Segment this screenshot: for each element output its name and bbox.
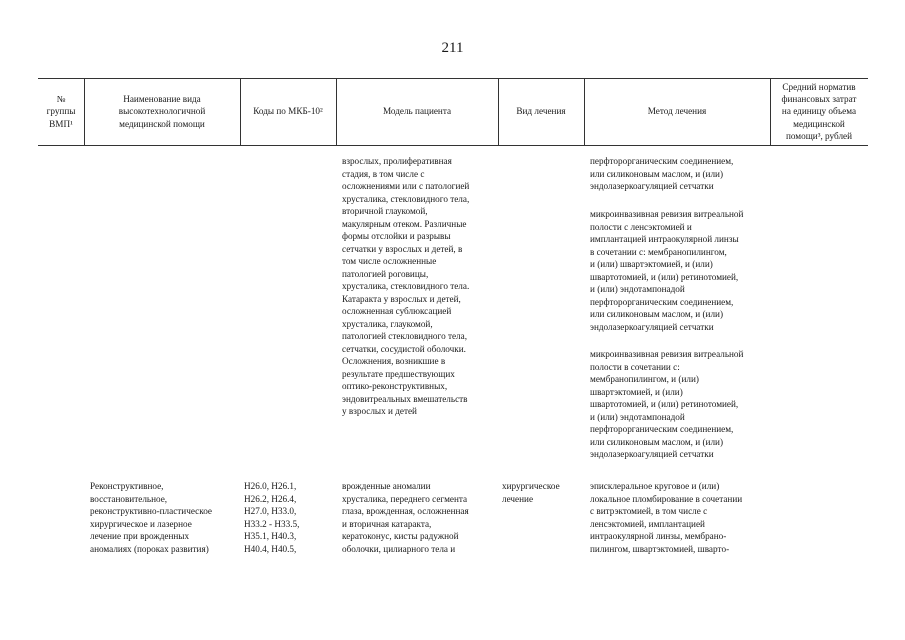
row2-patient-model: врожденные аномалии хрусталика, переднего сегмента глаза, врожденная, осложненная и вторичная катаракта, кератоконус, кисты радужной оболочки, цилиарного тела и bbox=[342, 481, 469, 554]
row2-treatment-method: эписклеральное круговое и (или) локальное пломбирование в сочетании с витрэктомией, в том числе с ленсэктомией, имплантацией интраокулярной линзы, мембрано- пилингом, швартэктомией, швартo- bbox=[590, 481, 743, 554]
row1-patient-model: взрослых, пролиферативная стадия, в том числе с осложнениями или с патологией хрусталика, стекловидного тела, вторичной глаукомой, макулярным отеком. Различные формы отслойки и разрывы сетчатки у взрослых и детей, в том числе осложненные патологией роговицы, хрусталика, стекловидного тела. Катаракта у взрослых и детей, осложненная сублюксацией хрусталика, глаукомой, патологией стекловидного тела, сетчатки, сосудистой оболочки. Осложнения, возникшие в результате предшествующих оптико-реконструктивных, эндовитреальных вмешательств у взрослых и детей bbox=[342, 156, 470, 417]
header-patient-model: Модель пациента bbox=[382, 106, 452, 117]
header-treatment-method: Метод лечения bbox=[647, 106, 707, 117]
header-care-type: Наименование вида высокотехнологичной медицинской помощи bbox=[118, 94, 206, 129]
header-cost-norm: Средний норматив финансовых затрат на единицу объема медицинской помощи³, рублей bbox=[781, 82, 857, 141]
header-group-number: № группы ВМП¹ bbox=[46, 94, 76, 129]
row2-care-type: Реконструктивное, восстановительное, реконструктивно-пластическое хирургическое и лазерное лечение при врожденных аномалиях (пороках развития) bbox=[90, 481, 213, 554]
page-number: 211 bbox=[441, 40, 464, 56]
row2-icd-codes: H26.0, H26.1, H26.2, H26.4, H27.0, H33.0, H33.2 - H33.5, H35.1, H40.3, H40.4, H40.5, bbox=[244, 481, 300, 554]
row2-treatment-type: хирургическое лечение bbox=[502, 481, 560, 504]
header-bottom-border bbox=[38, 145, 868, 146]
header-icd-codes: Коды по МКБ-10² bbox=[253, 106, 323, 117]
row1-method-c: микроинвазивная ревизия витреальной полости в сочетании с: мембранопилингом, и (или) швартэктомией, и (или) швартотомией, и (или) ретинотомией, и (или) эндотампонадой перфторорганическим соединением, или силиконовым маслом, и (или) эндолазеркоагуляцией сетчатки bbox=[590, 349, 744, 460]
row1-method-a: перфторорганическим соединением, или силиконовым маслом, и (или) эндолазеркоагуляцией сетчатки bbox=[590, 156, 734, 192]
row1-method-b: микроинвазивная ревизия витреальной полости с ленсэктомией и имплантацией интраокулярной линзы в сочетании с: мембранопилингом, и (или) швартэктомией, и (или) швартотомией, и (или) ретинотомией, и (или) эндотампонадой перфторорганическим соединением, или силиконовым маслом, и (или) эндолазеркоагуляцией сетчатки bbox=[590, 209, 744, 332]
header-treatment-type: Вид лечения bbox=[516, 106, 566, 117]
